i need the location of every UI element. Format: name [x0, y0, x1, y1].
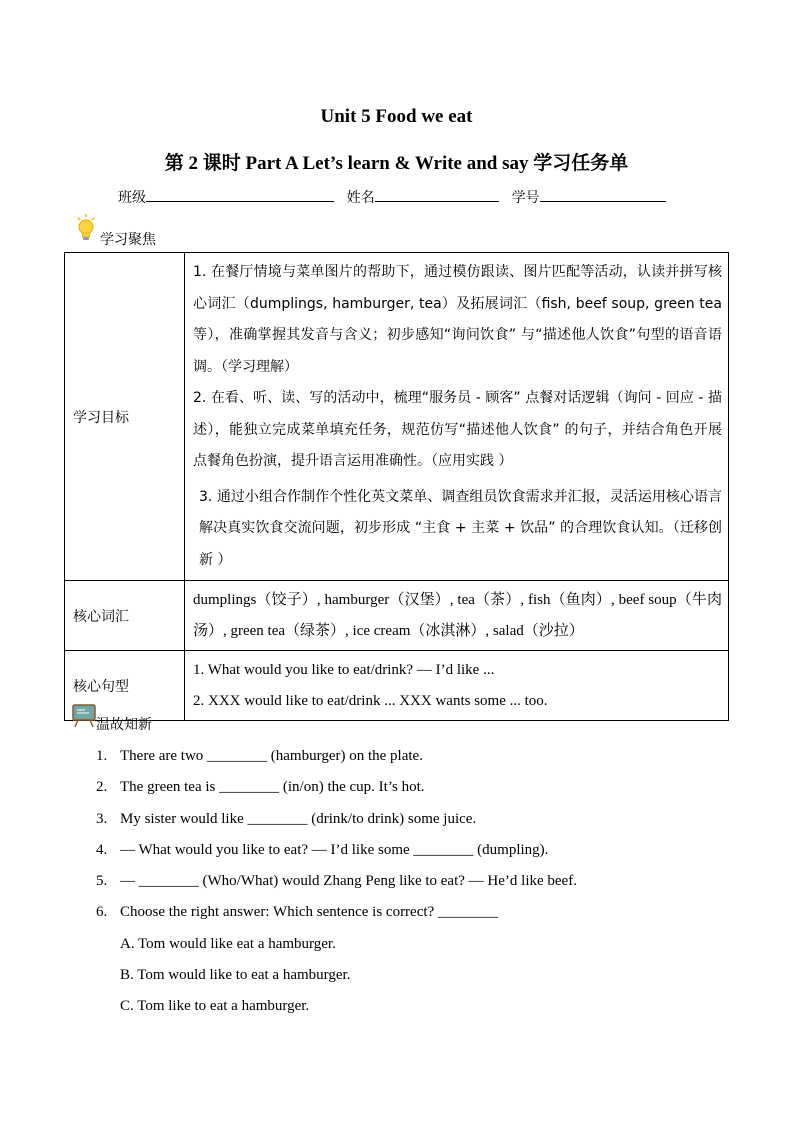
exercise-number: 1. — [96, 748, 108, 764]
goals-row — [65, 253, 729, 581]
id-label: 学号 — [511, 190, 540, 206]
goals-content — [185, 253, 729, 581]
goal-item-2: 2. 在看、听、读、写的活动中，梳理“服务员 - 顾客” 点餐对话逻辑（询问 - 回应 - 描述），能独立完成菜单填充任务，规范仿写“描述他人饮食” 的句子，并结合角色开展点餐角色扮演，提升语言运用准确性。（应用实践 ） — [193, 390, 722, 469]
sentence-line-2: 2. XXX would like to eat/drink ... XXX wants some ... too. — [193, 692, 548, 709]
vocab-row — [65, 581, 729, 651]
exercise-item — [96, 840, 577, 871]
vocab-content: dumplings（饺子）, hamburger（汉堡）, tea（茶）, fish（鱼肉）, beef soup（牛肉汤）, green tea（绿茶）, ice cream（冰淇淋）, salad（沙拉） — [185, 581, 729, 651]
focus-heading: 学习聚焦 — [100, 232, 156, 248]
option-c[interactable]: C. Tom like to eat a hamburger. — [120, 998, 310, 1015]
id-blank[interactable] — [540, 186, 666, 202]
student-info-line — [118, 186, 674, 207]
exercise-text: There are two ________ (hamburger) on the plate. — [120, 748, 423, 764]
class-label: 班级 — [118, 190, 146, 206]
exercise-item — [96, 777, 577, 808]
exercise-number: 5. — [96, 873, 108, 890]
exercise-text: — What would you like to eat? — I’d like some ________ (dumpling). — [120, 841, 549, 858]
sentence-label: 核心句型 — [65, 651, 185, 721]
exercise-text: — ________ (Who/What) would Zhang Peng like to eat? — He’d like beef. — [120, 873, 577, 890]
exercise-item — [96, 902, 577, 933]
class-blank[interactable] — [146, 186, 334, 202]
option-b[interactable]: B. Tom would like to eat a hamburger. — [120, 967, 351, 984]
blackboard-icon — [72, 704, 96, 728]
goal-item-3: 3. 通过小组合作制作个性化英文菜单、调查组员饮食需求并汇报，灵活运用核心语言解决真实饮食交流问题，初步形成 “主食 + 主菜 + 饮品” 的合理饮食认知。（迁移创新 ） — [199, 488, 722, 568]
sentence-row — [65, 651, 729, 721]
exercise-item — [96, 809, 577, 840]
review-exercise-list — [96, 746, 577, 1028]
exercise-number: 6. — [96, 904, 108, 921]
exercise-number: 4. — [96, 841, 108, 858]
exercise-item — [96, 746, 577, 777]
option-a[interactable]: A. Tom would like eat a hamburger. — [120, 935, 336, 952]
vocab-label: 核心词汇 — [65, 581, 185, 651]
unit-title: Unit 5 Food we eat — [320, 106, 473, 127]
exercise-text: The green tea is ________ (in/on) the cup. It’s hot. — [120, 779, 425, 796]
lesson-title: 第 2 课时 Part A Let’s learn & Write and say 学习任务单 — [164, 153, 629, 174]
sentence-content — [185, 651, 729, 721]
goals-label: 学习目标 — [65, 253, 185, 581]
review-heading: 温故知新 — [96, 717, 152, 733]
exercise-item — [96, 871, 577, 902]
name-blank[interactable] — [375, 186, 499, 202]
sentence-line-1: 1. What would you like to eat/drink? — I’d like ... — [193, 662, 495, 678]
exercise-number: 2. — [96, 779, 108, 796]
lightbulb-icon — [76, 214, 96, 244]
focus-table — [64, 252, 729, 721]
exercise-number: 3. — [96, 810, 108, 827]
exercise-text: My sister would like ________ (drink/to drink) some juice. — [120, 810, 477, 827]
goal-item-1: 1. 在餐厅情境与菜单图片的帮助下，通过模仿跟读、图片匹配等活动，认读并拼写核心词汇（dumplings, hamburger, tea）及拓展词汇（fish, beef soup, green tea 等），准确掌握其发音与含义；初步感知“询问饮食” 与“描述他人饮食”句型的语音语调。（学习理解） — [193, 264, 722, 375]
name-label: 姓名 — [346, 190, 375, 206]
exercise-text: Choose the right answer: Which sentence is correct? ________ — [120, 904, 498, 921]
